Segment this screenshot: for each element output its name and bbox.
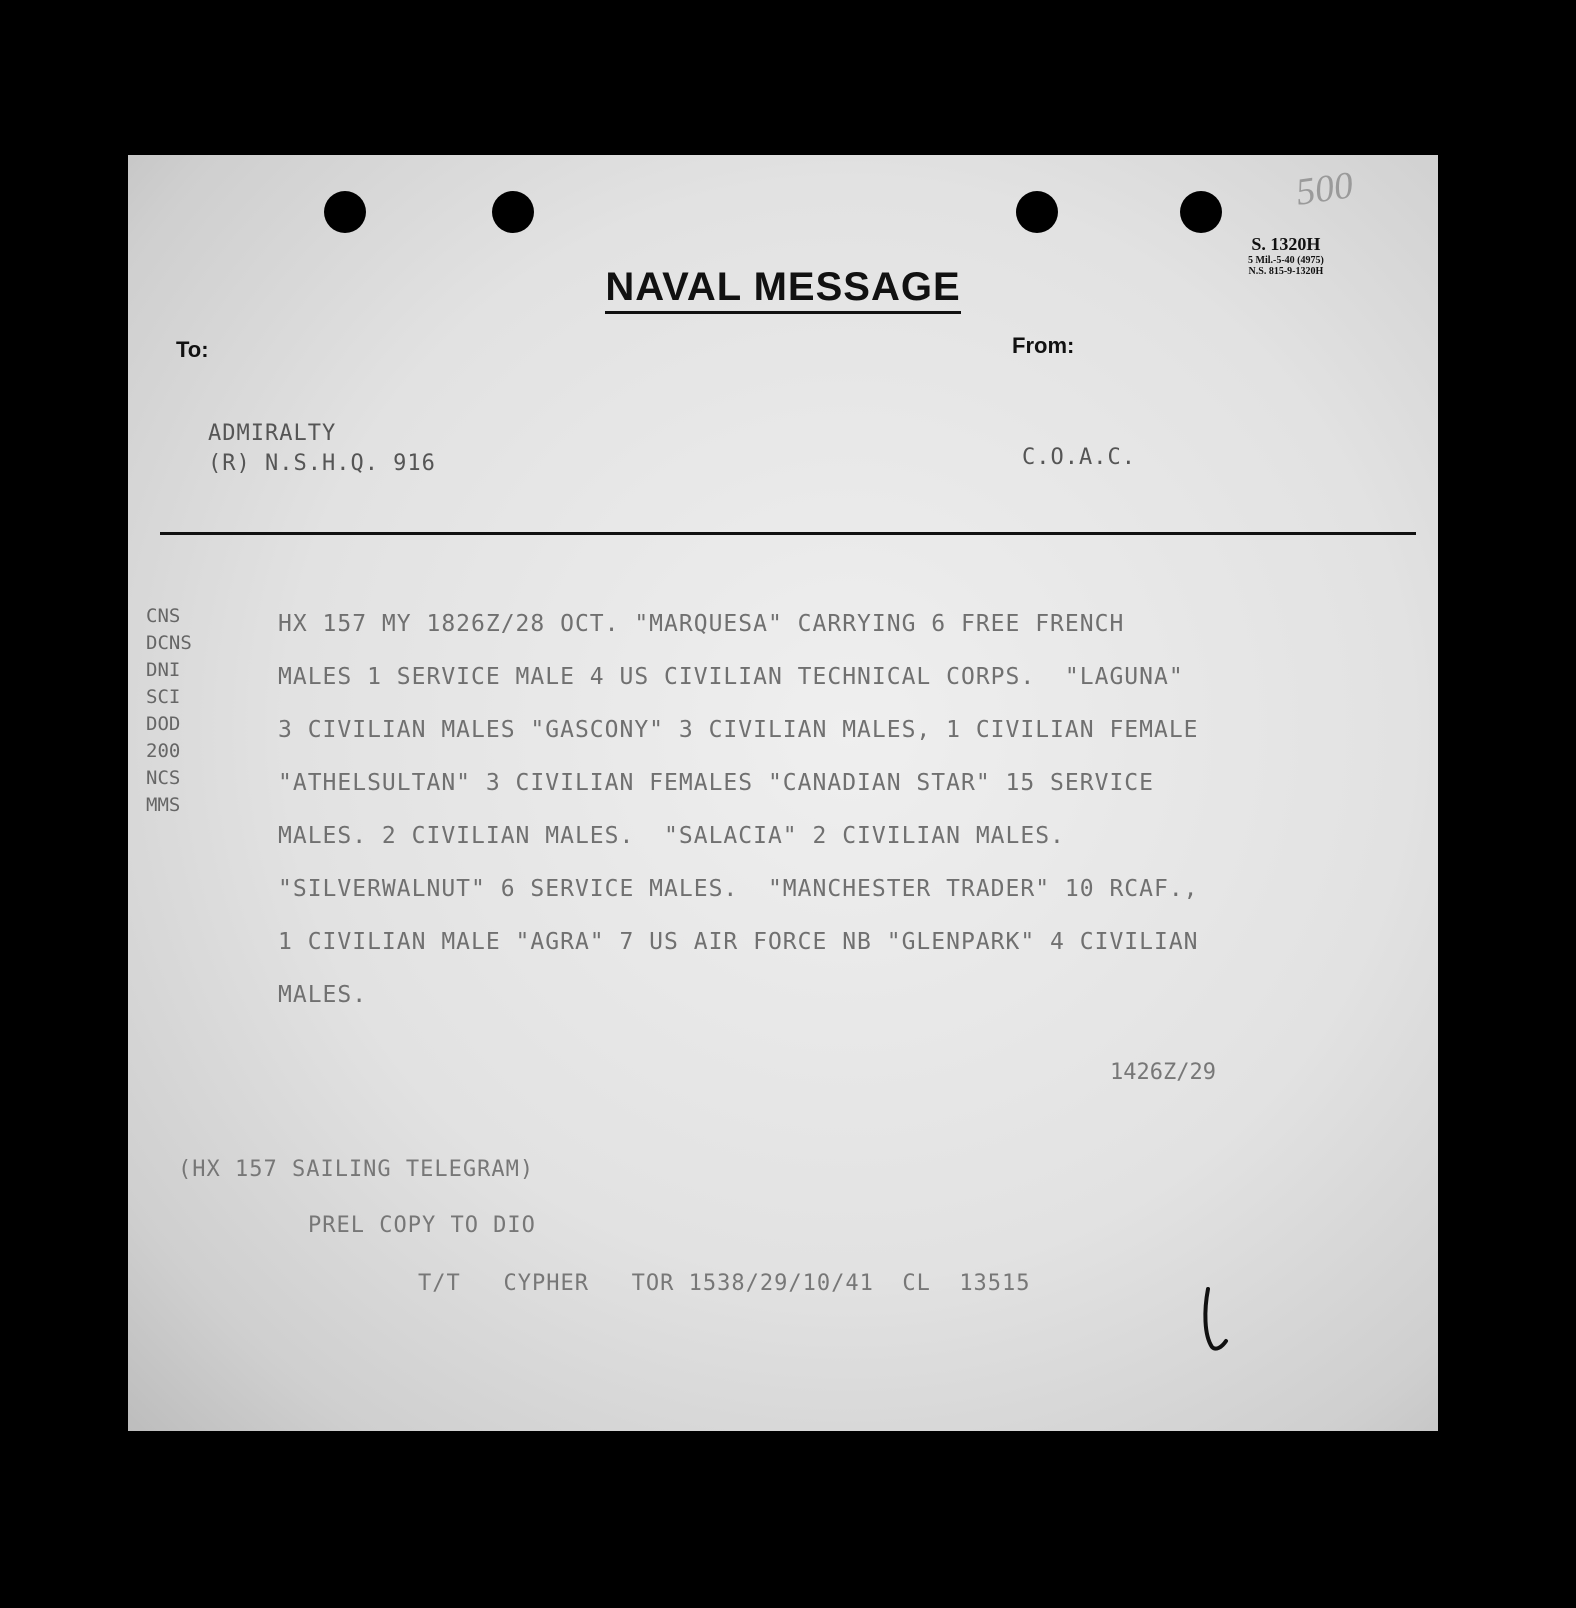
routing-item: NCS <box>146 767 181 789</box>
footer-copy-note: PREL COPY TO DIO <box>308 1213 536 1238</box>
body-line: "SILVERWALNUT" 6 SERVICE MALES. "MANCHESTER TRADER" 10 RCAF., <box>278 876 1199 902</box>
body-line: 3 CIVILIAN MALES "GASCONY" 3 CIVILIAN MALES, 1 CIVILIAN FEMALE <box>278 717 1199 743</box>
routing-list <box>146 603 192 819</box>
handwritten-tick-mark <box>1198 1285 1238 1355</box>
body-line: MALES. <box>278 982 368 1008</box>
punch-hole <box>324 191 366 233</box>
from-label: From: <box>1012 333 1075 358</box>
message-body <box>278 611 1199 1035</box>
routing-item: DOD <box>146 713 181 735</box>
form-ns-number: N.S. 815-9-1320H <box>1248 265 1324 277</box>
footer-transmission: T/T CYPHER TOR 1538/29/10/41 CL 13515 <box>418 1271 1031 1296</box>
body-line: "ATHELSULTAN" 3 CIVILIAN FEMALES "CANADIAN STAR" 15 SERVICE <box>278 770 1154 796</box>
divider <box>160 532 1416 535</box>
routing-item: 200 <box>146 740 181 762</box>
to-address-line1: ADMIRALTY <box>208 421 337 446</box>
routing-item: DNI <box>146 659 181 681</box>
form-number: S. 1320H <box>1251 234 1321 254</box>
page-number: 500 <box>1293 164 1356 214</box>
punch-hole <box>492 191 534 233</box>
body-line: MALES. 2 CIVILIAN MALES. "SALACIA" 2 CIVILIAN MALES. <box>278 823 1065 849</box>
routing-item: DCNS <box>146 632 192 654</box>
routing-item: SCI <box>146 686 181 708</box>
page-title: NAVAL MESSAGE <box>128 265 1438 310</box>
form-print-info: 5 Mil.-5-40 (4975) <box>1248 254 1324 266</box>
body-line: 1 CIVILIAN MALE "AGRA" 7 US AIR FORCE NB "GLENPARK" 4 CIVILIAN <box>278 929 1199 955</box>
punch-hole <box>1180 191 1222 233</box>
body-line: HX 157 MY 1826Z/28 OCT. "MARQUESA" CARRYING 6 FREE FRENCH <box>278 611 1125 637</box>
message-sheet <box>128 155 1438 1431</box>
routing-item: CNS <box>146 605 181 627</box>
from-address: C.O.A.C. <box>1022 445 1136 470</box>
date-time-group: 1426Z/29 <box>1110 1060 1216 1085</box>
punch-hole <box>1016 191 1058 233</box>
to-address-line2: (R) N.S.H.Q. 916 <box>208 451 436 476</box>
footer-note: (HX 157 SAILING TELEGRAM) <box>178 1157 535 1182</box>
to-label: To: <box>176 337 209 362</box>
body-line: MALES 1 SERVICE MALE 4 US CIVILIAN TECHNICAL CORPS. "LAGUNA" <box>278 664 1184 690</box>
routing-item: MMS <box>146 794 181 816</box>
